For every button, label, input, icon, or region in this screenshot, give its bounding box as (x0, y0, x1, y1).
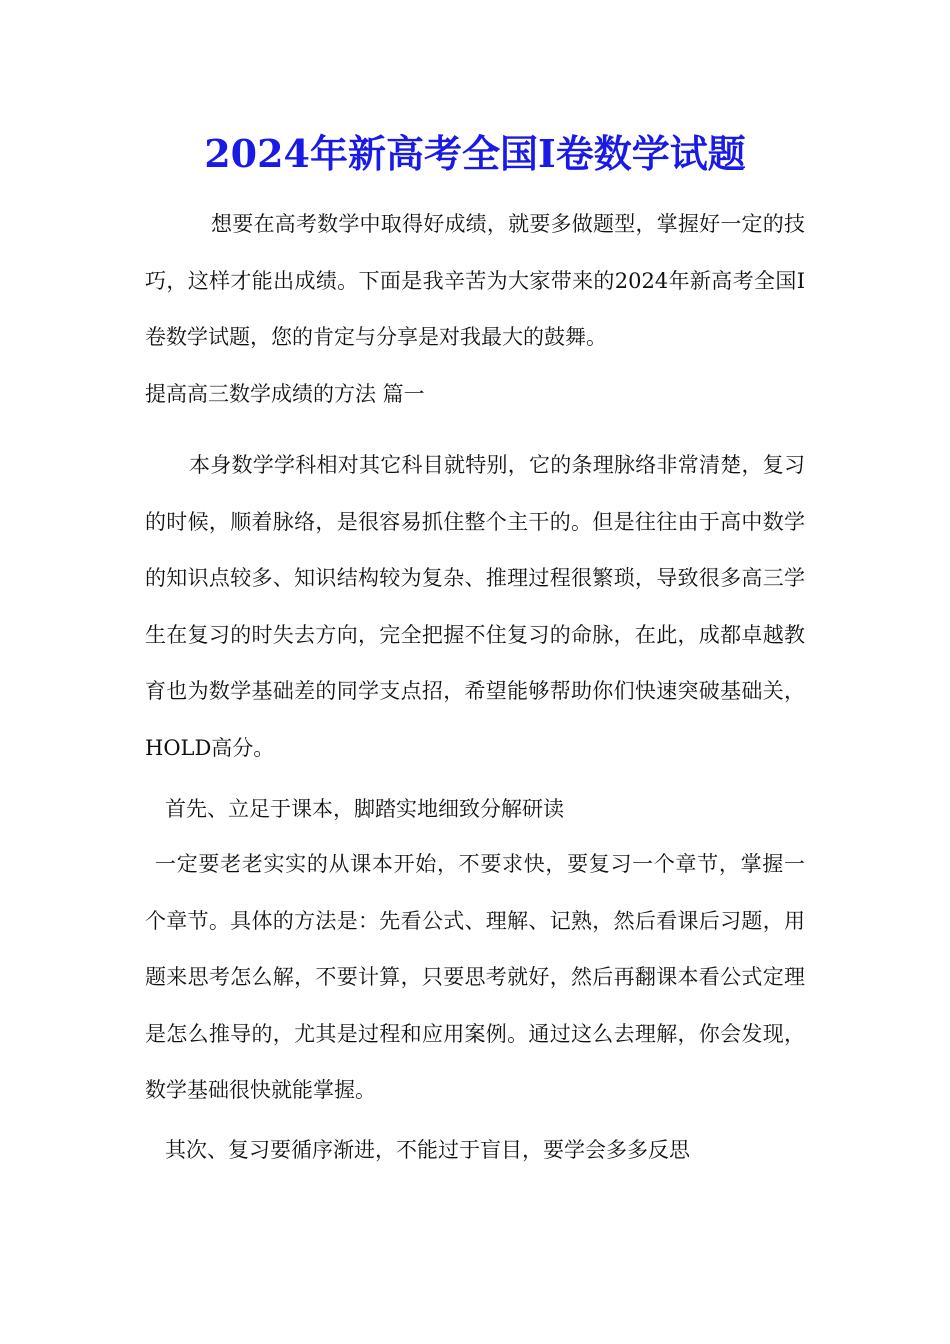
point-1-heading: 首先、立足于课本，脚踏实地细致分解研读 (165, 797, 564, 821)
point-2-heading: 其次、复习要循序渐进，不能过于盲目，要学会多多反思 (165, 1138, 690, 1162)
body-paragraph-2: 一定要老老实实的从课本开始，不要求快，要复习一个章节，掌握一个章节。具体的方法是：先看公式、理解、记熟，然后看课后习题，用题来思考怎么解，不要计算，只要思考就好，然后再翻课本看公式定理是怎么推导的，尤其是过程和应用案例。通过这么去理解，你会发现，数学基础很快就能掌握。 (145, 852, 805, 1102)
section-heading: 提高高三数学成绩的方法 篇一 (145, 382, 425, 406)
intro-paragraph: 想要在高考数学中取得好成绩，就要多做题型，掌握好一定的技巧，这样才能出成绩。下面是我辛苦为大家带来的2024年新高考全国Ⅰ卷数学试题，您的肯定与分享是对我最大的鼓舞。 (145, 212, 805, 349)
body-paragraph-1: 本身数学学科相对其它科目就特别，它的条理脉络非常清楚，复习的时候，顺着脉络，是很容易抓住整个主干的。但是往往由于高中数学的知识点较多、知识结构较为复杂、推理过程很繁琐，导致很多高三学生在复习的时失去方向，完全把握不住复习的命脉，在此，成都卓越教育也为数学基础差的同学支点招，希望能够帮助你们快速突破基础关，HOLD高分。 (145, 453, 805, 760)
document-title: 2024年新高考全国Ⅰ卷数学试题 (204, 131, 746, 176)
